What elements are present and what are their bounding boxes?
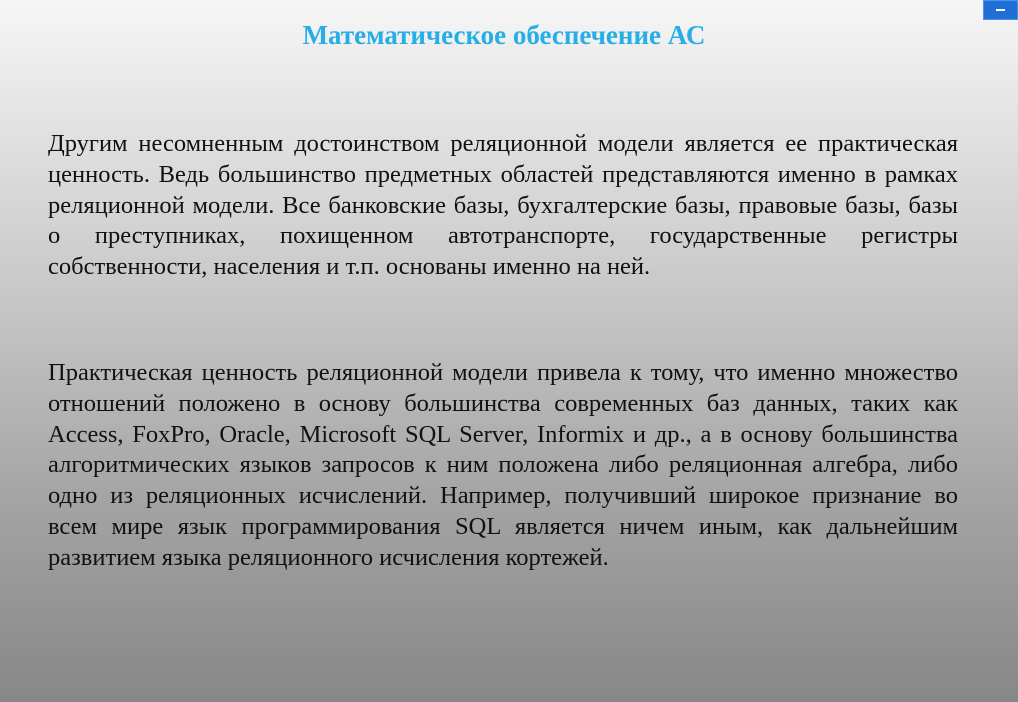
slide-paragraph-1: Другим несомненным достоинством реляционной модели является ее практическая ценность. Ведь большинство предметных областей представляются именно в рамках реляционной модели. Все банковские базы, бухгалтерские базы, правовые базы, базы о преступниках, похищенном автотранспорте, государственные регистры собственности, населения и т.п. основаны именно на ней. xyxy=(48,130,958,281)
slide-title: Математическое обеспечение АС xyxy=(302,20,706,50)
minimize-button[interactable] xyxy=(983,0,1018,20)
minimize-icon xyxy=(996,9,1005,11)
slide-paragraph-2: Практическая ценность реляционной модели привела к тому, что именно множество отношений положено в основу большинства современных баз данных, таких как Access, FoxPro, Oracle, Microsoft SQL Server, Informix и др., а в основу большинства алгоритмических языков запросов к ним положена либо реляционная алгебра, либо одно из реляционных исчислений. Например, получивший широкое признание во всем мире язык программирования SQL является ничем иным, как дальнейшим развитием языка реляционного исчисления кортежей. xyxy=(48,359,958,571)
